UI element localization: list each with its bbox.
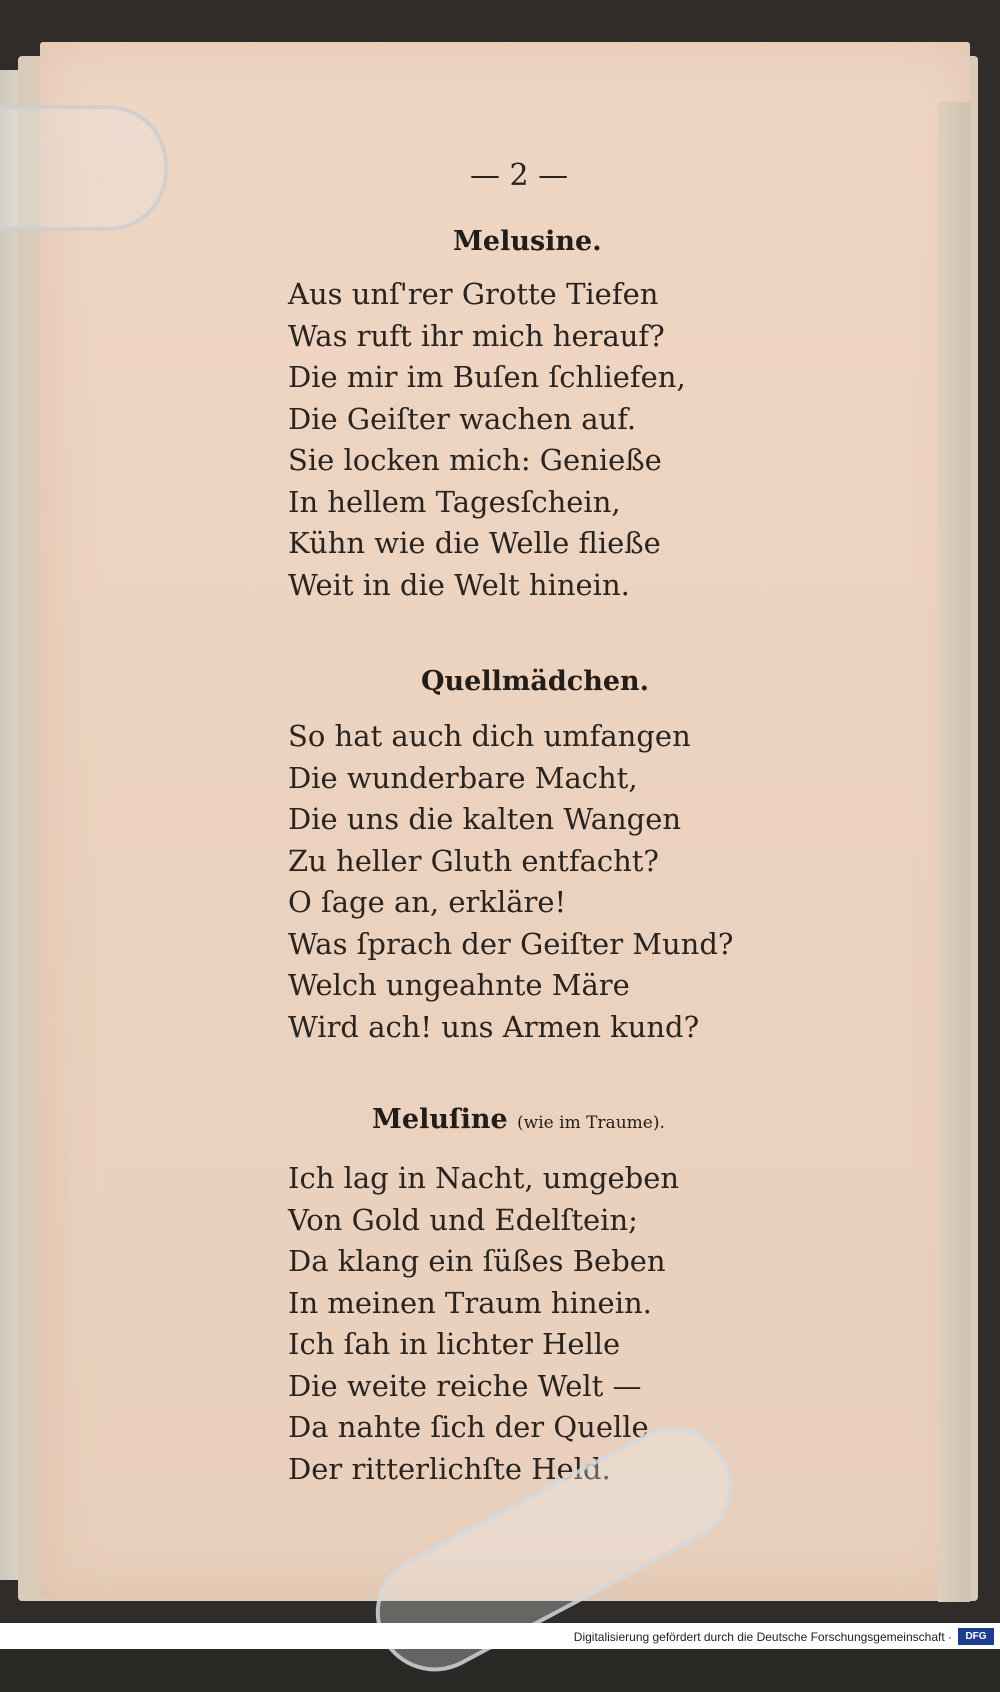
verse-line: Die uns die kalten Wangen xyxy=(288,802,682,836)
verse-line: O ſage an, erkläre! xyxy=(288,885,567,919)
verse-line: Wird ach! uns Armen kund? xyxy=(288,1009,700,1044)
verse-line: Da klang ein ſüßes Beben xyxy=(288,1244,666,1278)
verse-line: Ich lag in Nacht, umgeben xyxy=(288,1161,680,1195)
verse-line: Die wunderbare Macht, xyxy=(288,760,638,795)
stanza xyxy=(288,716,733,1048)
verse-line: Die weite reiche Welt — xyxy=(288,1368,642,1403)
verse-line: Weit in die Welt hinein. xyxy=(288,567,630,602)
verse-line: Was ſprach der Geiſter Mund? xyxy=(288,926,734,961)
verse-line: So hat auch dich umfangen xyxy=(288,719,691,753)
verse-line: Kühn wie die Welle fließe xyxy=(288,526,661,560)
verse-line: Von Gold und Edelſtein; xyxy=(288,1202,638,1237)
page-number: — 2 — xyxy=(470,158,569,193)
verse-line: In hellem Tagesſchein, xyxy=(288,484,621,519)
verse-line: Welch ungeahnte Märe xyxy=(288,968,630,1002)
section-heading-title: Meluſine xyxy=(372,1104,508,1135)
page-right-edge xyxy=(938,102,970,1602)
section-heading: Melusine. xyxy=(453,226,602,257)
plastic-clip-top xyxy=(0,105,168,231)
verse-line: Da nahte ſich der Quelle xyxy=(288,1410,649,1444)
section-heading: Quellmädchen. xyxy=(421,666,650,697)
verse-line: Die Geiſter wachen auf. xyxy=(288,401,637,436)
dfg-logo: DFG xyxy=(958,1628,994,1645)
verse-line: Ich ſah in lichter Helle xyxy=(288,1327,621,1361)
stanza xyxy=(288,274,686,606)
verse-line: Aus unſ'rer Grotte Tiefen xyxy=(288,277,659,311)
stage-direction: (wie im Traume). xyxy=(517,1113,665,1133)
verse-line: Sie locken mich: Genieße xyxy=(288,443,662,477)
funding-credit: Digitalisierung gefördert durch die Deutsche Forschungsgemeinschaft · xyxy=(573,1630,952,1644)
verse-line: Was ruft ihr mich herauf? xyxy=(288,318,665,353)
verse-line: In meinen Traum hinein. xyxy=(288,1285,652,1320)
stanza xyxy=(288,1158,679,1490)
digitization-footer xyxy=(0,1623,1000,1649)
verse-line: Der ritterlichſte Held. xyxy=(288,1451,611,1486)
verse-line: Die mir im Buſen ſchliefen, xyxy=(288,360,686,394)
section-heading xyxy=(372,1104,665,1135)
verse-line: Zu heller Gluth entfacht? xyxy=(288,843,659,878)
